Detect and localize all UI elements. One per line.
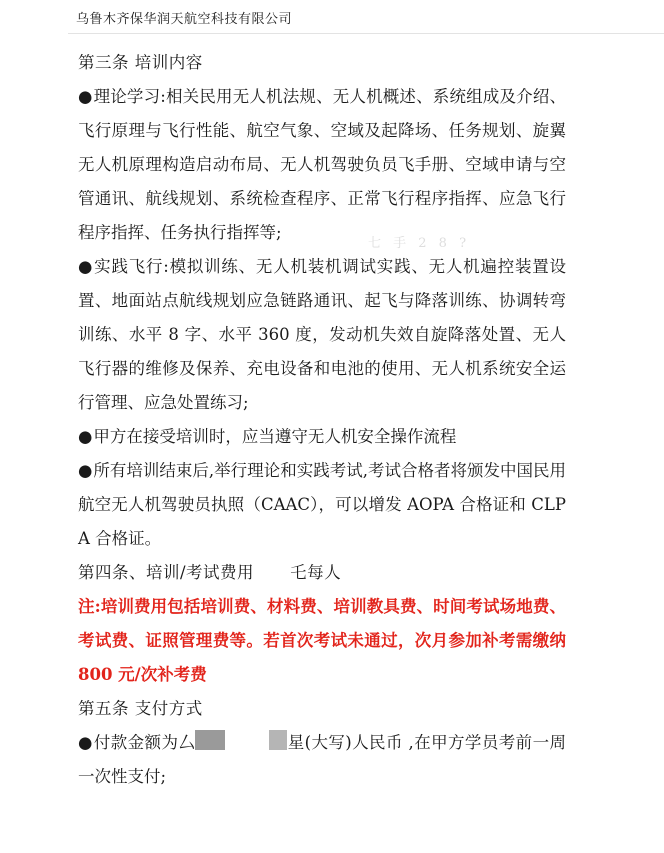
article-5-title: 第五条 支付方式 [78, 699, 203, 718]
payment-paragraph [78, 726, 566, 794]
safety-paragraph [78, 420, 566, 454]
payment-label: 付款金额为 [93, 733, 179, 752]
article-4-fee-unit: 乇每人 [290, 563, 342, 582]
redacted-amount-2 [269, 730, 287, 750]
safety-text: 甲方在接受培训时，应当遵守无人机安全操作流程 [93, 427, 457, 446]
fee-note: 注:培训费用包括培训费、材料费、培训教具费、时间考试场地费、考试费、证照管理费等。若首次考试未通过，次月参加补考需缴纳 800 元/次补考费 [78, 597, 566, 684]
faint-bleed-text: 七 手 2 8 ? [368, 236, 471, 251]
article-4-title [78, 556, 566, 590]
redacted-amount-1 [195, 730, 225, 750]
theory-text: 理论学习:相关民用无人机法规、无人机概述、系统组成及介绍、飞行原理与飞行性能、航空气象、空域及起降场、任务规划、旋翼无人机原理构造启动布局、无人机驾驶负员飞手册、空域申请与空管通讯、航线规划、系统检查程序、正常飞行程序指挥、应急飞行程序指挥、任务执行指挥等; [78, 87, 566, 242]
practice-paragraph [78, 250, 566, 420]
contract-body [78, 46, 566, 794]
theory-paragraph [78, 80, 566, 250]
payment-handwritten-mark: 厶 [178, 733, 196, 752]
article-3-title: 第三条 培训内容 [78, 53, 203, 72]
practice-text: 实践飞行:模拟训练、无人机装机调试实践、无人机遍控装置设置、地面站点航线规划应急链路通讯、起飞与降落训练、协调转弯训练、水平 8 字、水平 360 度，发动机失效自旋降落处置、无人飞行器的维修及保养、充电设备和电池的使用、无人机系统安全运行管理、应急处置练习; [78, 257, 566, 412]
article-4-label: 第四条、培训/考试费用 [78, 563, 255, 582]
exam-paragraph [78, 454, 566, 556]
exam-text: 所有培训结束后,举行理论和实践考试,考试合格者将颁发中国民用航空无人机驾驶员执照（CAAC），可以增发 AOPA 合格证和 CLPA 合格证。 [78, 461, 566, 548]
header-divider [68, 33, 664, 34]
payment-handwritten-mark-2: 星 [287, 733, 305, 752]
company-header: 乌鲁木齐保华润天航空科技有限公司 [76, 12, 293, 27]
payment-text: (大写)人民币 ,在甲方学员考前一周一次性支付; [78, 733, 566, 786]
